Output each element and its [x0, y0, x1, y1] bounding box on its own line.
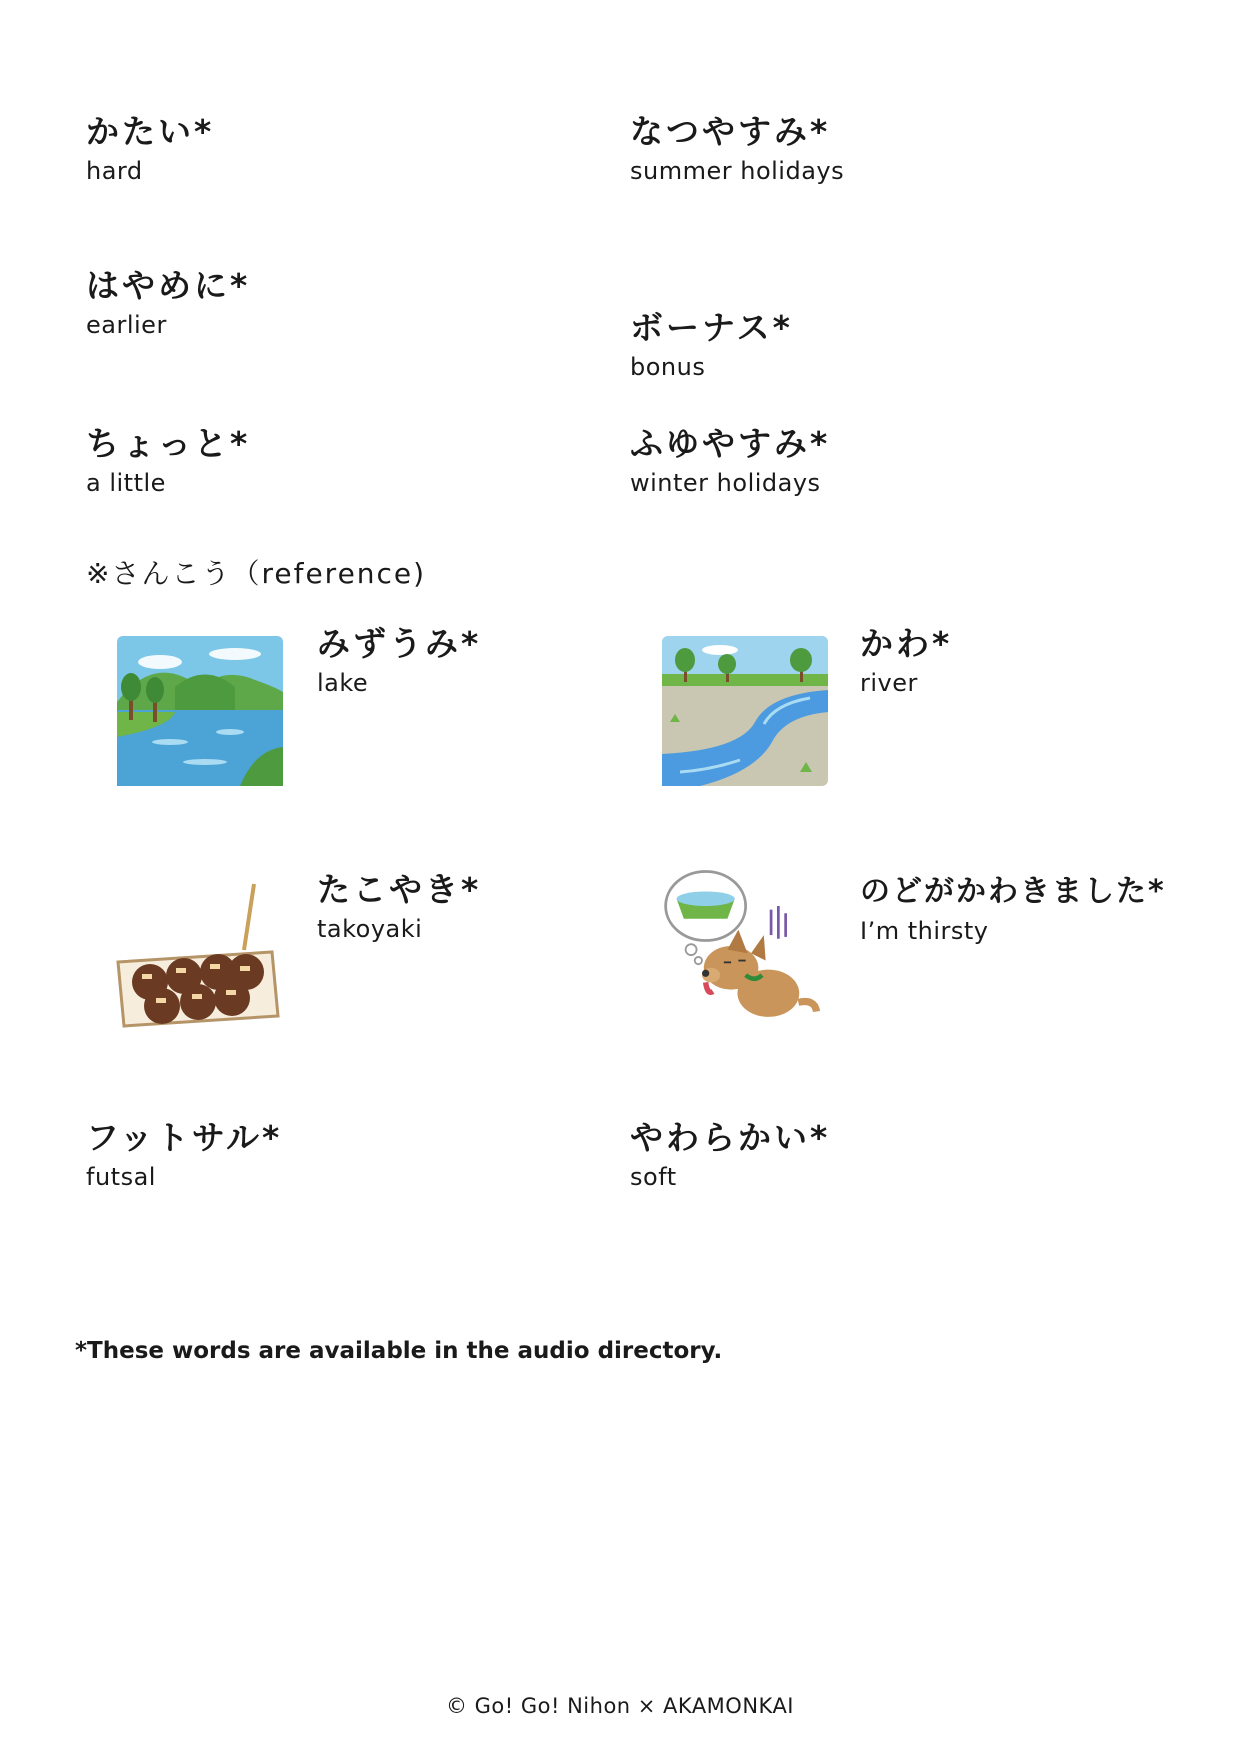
- vocab-entry-takoyaki: [317, 870, 481, 944]
- lake-icon: [115, 632, 287, 792]
- vocab-japanese: かたい*: [86, 112, 215, 151]
- vocab-japanese: なつやすみ*: [630, 112, 831, 151]
- vocab-english: summer holidays: [630, 157, 845, 185]
- vocab-english: soft: [630, 1163, 677, 1191]
- vocab-japanese: フットサル*: [86, 1118, 283, 1157]
- vocab-english: I’m thirsty: [860, 917, 989, 945]
- vocab-entry-katai: [86, 112, 214, 186]
- vocab-english: takoyaki: [317, 915, 423, 943]
- river-illustration: [660, 632, 832, 792]
- vocab-japanese: ふゆやすみ*: [630, 424, 831, 463]
- vocab-entry-yawarakai: [630, 1118, 830, 1192]
- vocab-english: earlier: [86, 311, 167, 339]
- vocab-english: winter holidays: [630, 469, 821, 497]
- vocab-japanese: かわ*: [860, 624, 953, 663]
- reference-heading: ※さんこう（reference): [86, 557, 427, 590]
- vocab-japanese: やわらかい*: [630, 1118, 831, 1157]
- vocab-entry-hayameni: [86, 266, 250, 340]
- vocab-english: hard: [86, 157, 143, 185]
- takoyaki-icon: [112, 880, 284, 1040]
- thirsty-dog-illustration: [656, 866, 828, 1026]
- vocab-entry-futsal: [86, 1118, 282, 1192]
- vocab-japanese: のどがかわきました*: [860, 874, 1166, 909]
- vocab-entry-mizuumi: [317, 624, 481, 698]
- vocab-entry-chotto: [86, 424, 250, 498]
- lake-illustration: [115, 632, 287, 792]
- vocab-entry-fuyuyasumi: [630, 424, 830, 498]
- vocab-entry-nodo: [860, 872, 1166, 946]
- vocab-japanese: ボーナス*: [630, 308, 793, 347]
- vocab-japanese: たこやき*: [317, 870, 482, 909]
- vocab-english: futsal: [86, 1163, 156, 1191]
- vocab-entry-kawa: [860, 624, 952, 698]
- takoyaki-illustration: [112, 880, 284, 1040]
- audio-footnote: *These words are available in the audio directory.: [75, 1338, 723, 1364]
- vocab-english: lake: [317, 669, 369, 697]
- vocab-japanese: みずうみ*: [317, 624, 482, 663]
- copyright-footer: © Go! Go! Nihon × AKAMONKAI: [445, 1694, 794, 1718]
- vocab-entry-bonus: [630, 308, 793, 382]
- vocab-english: bonus: [630, 353, 706, 381]
- vocab-japanese: はやめに*: [86, 266, 251, 305]
- vocab-japanese: ちょっと*: [86, 424, 251, 463]
- vocab-english: a little: [86, 469, 166, 497]
- vocab-english: river: [860, 669, 918, 697]
- river-icon: [660, 632, 832, 792]
- vocab-entry-natsuyasumi: [630, 112, 844, 186]
- thirsty-dog-icon: [656, 866, 828, 1026]
